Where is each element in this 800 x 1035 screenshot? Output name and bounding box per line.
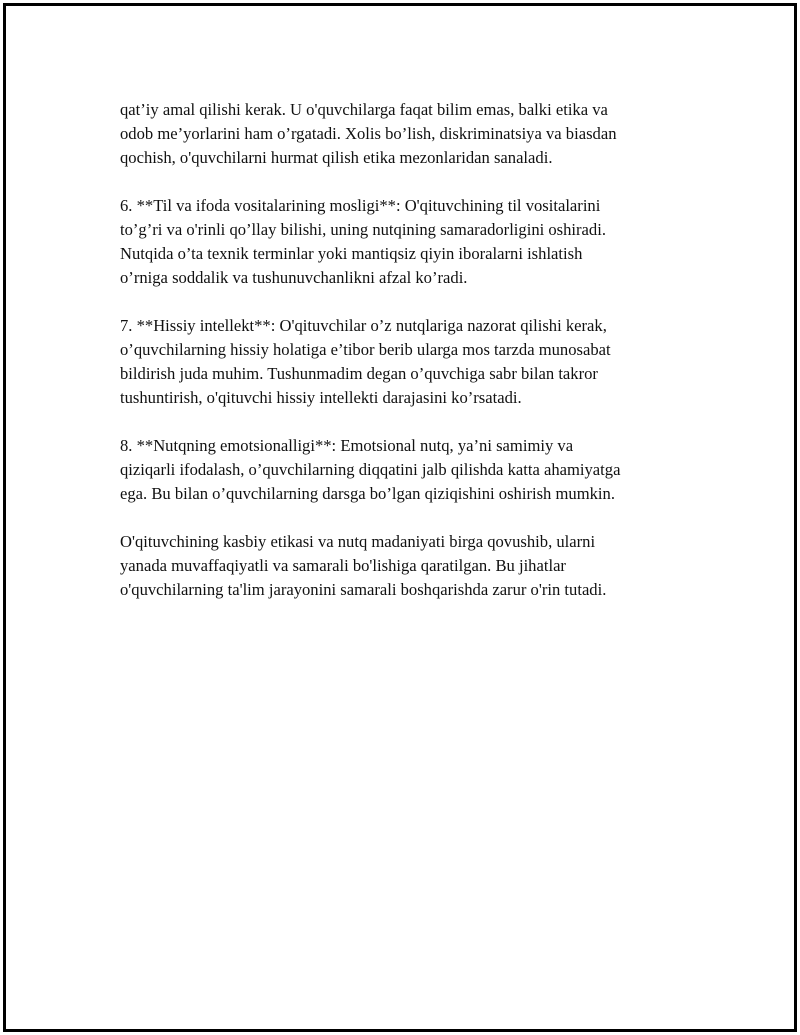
text-line: Nutqida o’ta texnik terminlar yoki mantiqsiz qiyin iboralarni ishlatish xyxy=(120,244,583,263)
text-line: qat’iy amal qilishi kerak. U o'quvchilarga faqat bilim emas, balki etika va xyxy=(120,100,608,119)
page-frame xyxy=(3,3,797,1032)
text-line: bildirish juda muhim. Tushunmadim degan o’quvchiga sabr bilan takror xyxy=(120,364,598,383)
text-line: O'qituvchining kasbiy etikasi va nutq madaniyati birga qovushib, ularni xyxy=(120,532,596,551)
text-line: qochish, o'quvchilarni hurmat qilish etika mezonlaridan sanaladi. xyxy=(120,148,553,167)
document-body xyxy=(120,98,690,626)
paragraph-item-6 xyxy=(120,194,690,290)
paragraph-item-7 xyxy=(120,314,690,410)
text-line: o’rniga soddalik va tushunuvchanlikni afzal ko’radi. xyxy=(120,268,468,287)
text-line: qiziqarli ifodalash, o’quvchilarning diqqatini jalb qilishda katta ahamiyatga xyxy=(120,460,621,479)
text-line: tushuntirish, o'qituvchi hissiy intellekti darajasini ko’rsatadi. xyxy=(120,388,522,407)
text-line: o’quvchilarning hissiy holatiga e’tibor berib ularga mos tarzda munosabat xyxy=(120,340,611,359)
paragraph-item-8 xyxy=(120,434,690,506)
text-line: 6. **Til va ifoda vositalarining mosligi**: O'qituvchining til vositalarini xyxy=(120,196,601,215)
paragraph-ethics-continued xyxy=(120,98,690,170)
text-line: 8. **Nutqning emotsionalligi**: Emotsional nutq, ya’ni samimiy va xyxy=(120,436,574,455)
text-line: o'quvchilarning ta'lim jarayonini samarali boshqarishda zarur o'rin tutadi. xyxy=(120,580,607,599)
paragraph-conclusion xyxy=(120,530,690,602)
text-line: yanada muvaffaqiyatli va samarali bo'lishiga qaratilgan. Bu jihatlar xyxy=(120,556,566,575)
text-line: ega. Bu bilan o’quvchilarning darsga bo’lgan qiziqishini oshirish mumkin. xyxy=(120,484,615,503)
text-line: 7. **Hissiy intellekt**: O'qituvchilar o’z nutqlariga nazorat qilishi kerak, xyxy=(120,316,607,335)
text-line: to’g’ri va o'rinli qo’llay bilishi, uning nutqining samaradorligini oshiradi. xyxy=(120,220,606,239)
text-line: odob me’yorlarini ham o’rgatadi. Xolis bo’lish, diskriminatsiya va biasdan xyxy=(120,124,617,143)
